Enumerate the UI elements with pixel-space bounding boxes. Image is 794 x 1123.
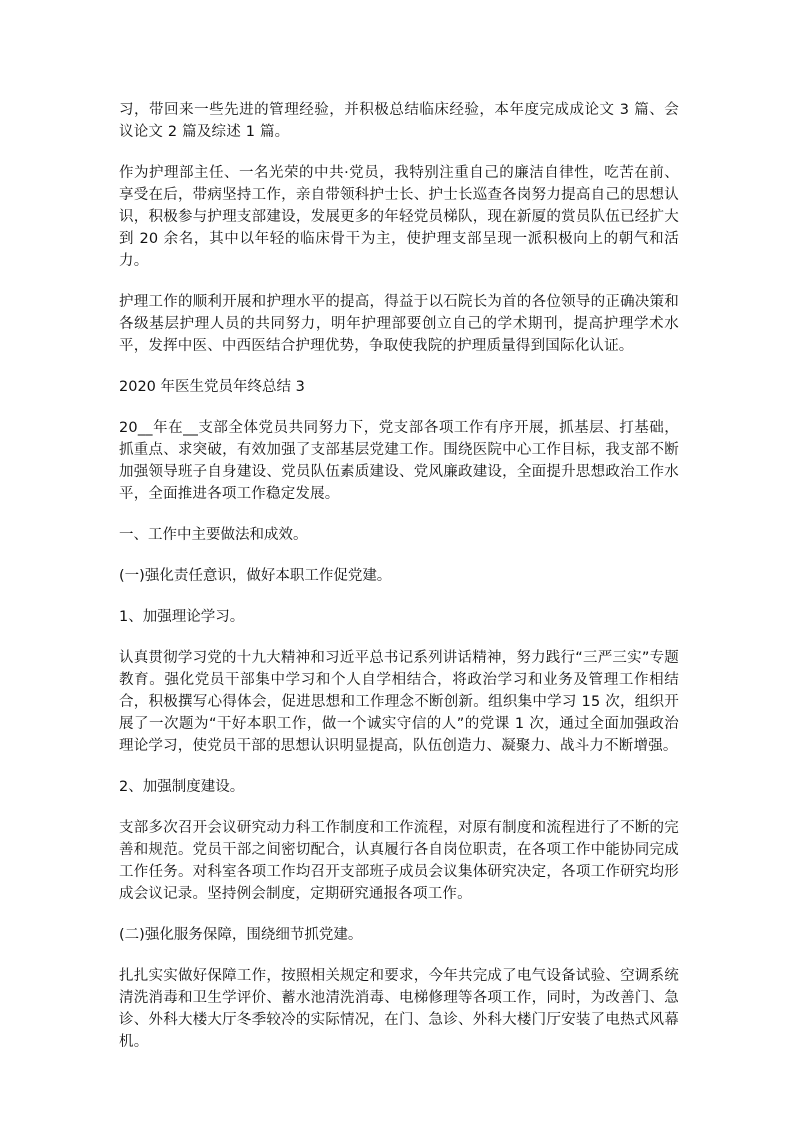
section-title: 2020 年医生党员年终总结 3 [119, 379, 305, 395]
paragraph-5: 认真贯彻学习党的十九大精神和习近平总书记系列讲话精神，努力践行“三严三实”专题教育。强化党员干部集中学习和个人自学相结合，将政治学习和业务及管理工作相结合，积极撰写心得体会，促进思想和工作理念不断创新。组织集中学习 15 次，组织开展了一次题为“干好本职工作，做一个诚实守信的人”的党课 1 次，通过全面加强政治理论学习，使党员干部的思想认识明显提高，队伍创造力、凝聚力、战斗力不断增强。 [119, 650, 679, 754]
paragraph-1: 习，带回来一些先进的管理经验，并积极总结临床经验，本年度完成成论文 3 篇、会议论文 2 篇及综述 1 篇。 [119, 102, 679, 140]
heading-level-3-b: 2、加强制度建设。 [119, 779, 245, 795]
paragraph-2: 作为护理部主任、一名光荣的中共·党员，我特别注重自己的廉洁自律性，吃苦在前、享受在后，带病坚持工作，亲自带领科护士长、护士长巡查各岗努力提高自己的思想认识，积极参与护理支部建设，发展更多的年轻党员梯队，现在新厦的赏员队伍已经扩大到 20 余名，其中以年轻的临床骨干为主，使护理支部呈现一派积极向上的朝气和活力。 [119, 165, 679, 269]
heading-level-3-a: 1、加强理论学习。 [119, 609, 245, 625]
paragraph-7: 扎扎实实做好保障工作，按照相关规定和要求，今年共完成了电气设备试验、空调系统清洗消毒和卫生学评价、蓄水池清洗消毒、电梯修理等各项工作，同时，为改善门、急诊、外科大楼大厅冬季较冷的实际情况，在门、急诊、外科大楼门厅安装了电热式风幕机。 [119, 968, 679, 1050]
heading-level-1: 一、工作中主要做法和成效。 [119, 527, 308, 543]
heading-level-2-a: (一)强化责任意识，做好本职工作促党建。 [119, 568, 392, 584]
paragraph-4: 20__年在__支部全体党员共同努力下，党支部各项工作有序开展，抓基层、打基础，抓重点、求突破，有效加强了支部基层党建工作。围绕医院中心工作目标，我支部不断加强领导班子自身建设、党员队伍素质建设、党风廉政建设，全面提升思想政治工作水平，全面推进各项工作稳定发展。 [119, 420, 679, 502]
paragraph-3: 护理工作的顺利开展和护理水平的提高，得益于以石院长为首的各位领导的正确决策和各级基层护理人员的共同努力，明年护理部要创立自己的学术期刊，提高护理学术水平，发挥中医、中西医结合护理优势，争取使我院的护理质量得到国际化认证。 [119, 294, 679, 354]
document-page [119, 99, 679, 1072]
paragraph-6: 支部多次召开会议研究动力科工作制度和工作流程，对原有制度和流程进行了不断的完善和规范。党员干部之间密切配合，认真履行各自岗位职责，在各项工作中能协同完成工作任务。对科室各项工作均召开支部班子成员会议集体研究决定，各项工作研究均形成会议记录。坚持例会制度，定期研究通报各项工作。 [119, 820, 679, 902]
heading-level-2-b: (二)强化服务保障，围绕细节抓党建。 [119, 927, 363, 943]
